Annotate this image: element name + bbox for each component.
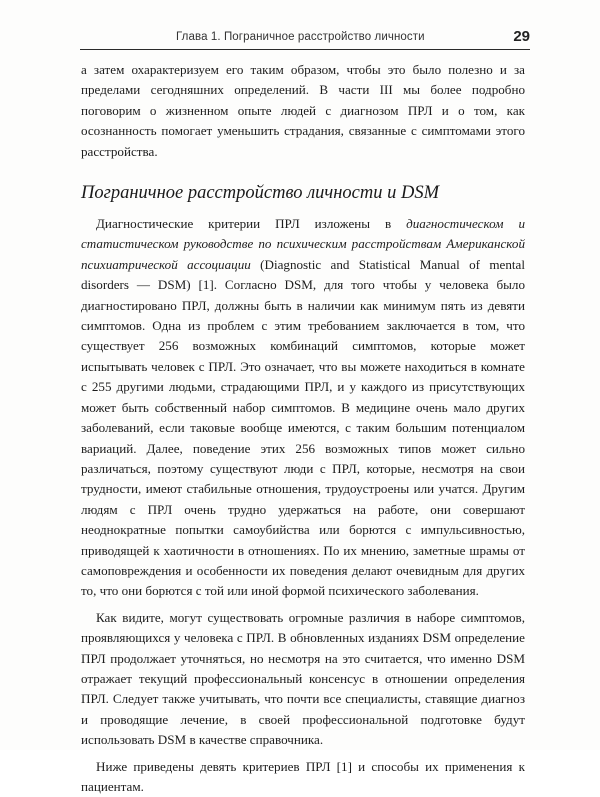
page-body [81, 60, 525, 797]
running-header [80, 28, 530, 50]
dsm-title-italic: диагностическом и статистическом руководстве по психическим расстройствам Американской психиатрической ассоциации [81, 216, 525, 272]
paragraph-continued: а затем охарактеризуем его таким образом, чтобы это было полезно и за пределами сегодняшних определений. В части III мы более подробно поговорим о жизненном опыте людей с диагнозом ПРЛ и о том, как осознанность помогает уменьшить страдания, связанные с симптомами этого расстройства. [81, 62, 525, 159]
paragraph-criteria-intro: Ниже приведены девять критериев ПРЛ [1] и способы их применения к пациентам. [81, 758, 525, 794]
page-number: 29 [513, 28, 530, 45]
running-head-chapter-title: Глава 1. Пограничное расстройство личности [176, 31, 425, 43]
paragraph-variations: Как видите, могут существовать огромные различия в наборе симптомов, проявляющихся у человека с ПРЛ. В обновленных изданиях DSM определение ПРЛ продолжает уточняться, но несмотря на это считается, что именно DSM отражает текущий профессиональный консенсус в отношении определения ПРЛ. Следует также учитывать, что почти все специалисты, ставящие диагноз и проводящие лечение, в своей профессиональной подготовке будут использовать DSM в качестве справочника. [81, 609, 525, 748]
paragraph-text: (Diagnostic and Statistical Manual of mental disorders — DSM) [1]. Согласно DSM, для того чтобы у человека было диагностировано ПРЛ, должны быть в наличии как минимум пять из девяти симптомов. Одна из проблем с этим требованием заключается в том, что существует 256 возможных комбинаций симптомов, которые может испытывать человек с ПРЛ. Это означает, что вы можете находиться в комнате с 255 другими людьми, страдающими ПРЛ, и у каждого из присутствующих может быть собственный набор симптомов. В медицине очень мало других заболеваний, если таковые вообще имеются, с таким большим потенциалом вариаций. Далее, поведение этих 256 возможных типов может сильно различаться, поэтому существуют люди с ПРЛ, которые, несмотря на свои трудности, имеют стабильные отношения, трудоустроены или учатся. Другим людям с ПРЛ очень трудно удержаться на работе, они совершают неоднократные попытки самоубийства или борются с импульсивностью, приводящей к хаотичности в отношениях. По их мнению, заметные шрамы от самоповреждения и особенности их поведения делают очевидным для других то, что они борются с той или иной формой психического заболевания. [81, 256, 525, 599]
section-heading: Пограничное расстройство личности и DSM [81, 183, 440, 204]
header-rule [80, 49, 530, 50]
paragraph-dsm-criteria [81, 214, 525, 602]
paragraph-text: Диагностические критерии ПРЛ изложены в [96, 216, 407, 232]
